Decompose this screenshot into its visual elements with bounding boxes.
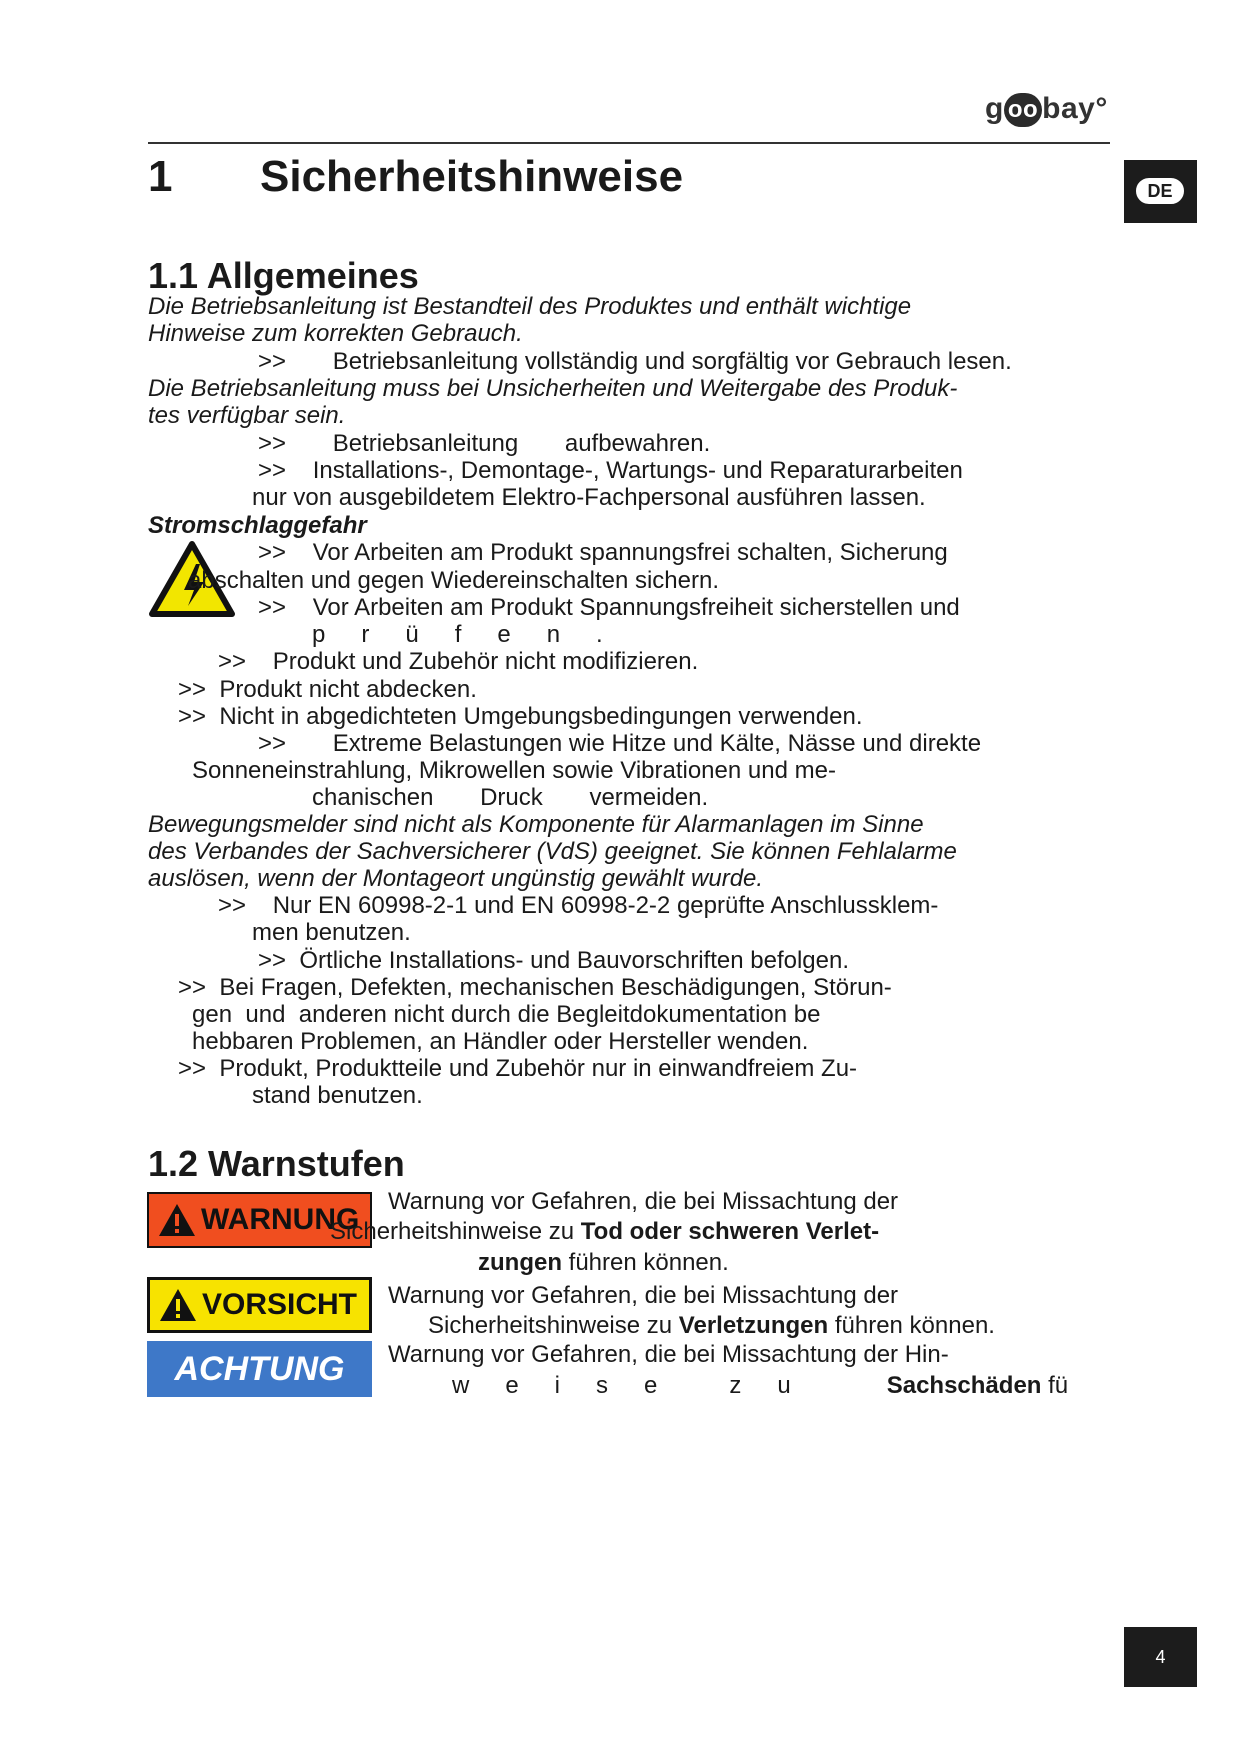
bullet-line: >> Installations-, Demontage-, Wartungs- und Reparaturarbeiten	[258, 457, 963, 484]
text-line: abschalten und gegen Wiedereinschalten sichern.	[188, 567, 720, 594]
bullet-line: >> Vor Arbeiten am Produkt spannungsfrei schalten, Sicherung	[258, 539, 948, 566]
text-line: gen und anderen nicht durch die Begleitdokumentation be	[192, 1001, 821, 1028]
badge-warnung: WARNUNG	[147, 1192, 372, 1248]
vorsicht-text-line1: Warnung vor Gefahren, die bei Missachtung der	[388, 1282, 899, 1309]
text-line: chanischen Druck vermeiden.	[312, 784, 709, 811]
bullet-line: >> Betriebsanleitung aufbewahren.	[258, 430, 711, 457]
text-line: des Verbandes der Sachversicherer (VdS) geeignet. Sie können Fehlalarme	[148, 838, 957, 865]
hazard-heading: Stromschlaggefahr	[148, 512, 367, 539]
warning-triangle-icon	[157, 1202, 197, 1238]
text-line: stand benutzen.	[252, 1082, 423, 1109]
warning-triangle-icon	[158, 1287, 198, 1323]
text-line: prüfen.	[312, 621, 639, 648]
chapter-title: 1 Sicherheitshinweise	[148, 152, 684, 201]
page-number: 4	[1124, 1627, 1197, 1687]
badge-achtung: ACHTUNG	[147, 1341, 372, 1397]
warnung-text-line3: zungen führen können.	[478, 1249, 729, 1276]
text-line: Sonneneinstrahlung, Mikrowellen sowie Vibrationen und me-	[192, 757, 836, 784]
goobay-logo: g oo bay°	[985, 92, 1108, 127]
text-line: Die Betriebsanleitung muss bei Unsicherheiten und Weitergabe des Produk-	[148, 375, 958, 402]
language-tab	[1124, 160, 1197, 223]
bullet-line: >> Örtliche Installations- und Bauvorschriften befolgen.	[258, 947, 849, 974]
bullet-line: >> Produkt, Produktteile und Zubehör nur in einwandfreiem Zu-	[178, 1055, 858, 1082]
warnung-text-line1: Warnung vor Gefahren, die bei Missachtung der	[388, 1188, 899, 1215]
text-line: Hinweise zum korrekten Gebrauch.	[148, 320, 523, 347]
warnung-text-line2: Sicherheitshinweise zu Tod oder schweren Verlet-	[330, 1218, 880, 1245]
bullet-line: >> Produkt und Zubehör nicht modifizieren.	[218, 648, 699, 675]
bullet-line: >> Betriebsanleitung vollständig und sorgfältig vor Gebrauch lesen.	[258, 348, 1012, 375]
bullet-line: >> Nicht in abgedichteten Umgebungsbedingungen verwenden.	[178, 703, 863, 730]
text-line: hebbaren Problemen, an Händler oder Hersteller wenden.	[192, 1028, 809, 1055]
vorsicht-text-line2: Sicherheitshinweise zu Verletzungen führen können.	[428, 1312, 995, 1339]
header-rule	[148, 142, 1110, 144]
text-line: auslösen, wenn der Montageort ungünstig gewählt wurde.	[148, 865, 764, 892]
achtung-text-line1: Warnung vor Gefahren, die bei Missachtung der Hin-	[388, 1341, 949, 1368]
badge-vorsicht: VORSICHT	[147, 1277, 372, 1333]
section-heading-warnstufen: 1.2 Warnstufen	[148, 1143, 405, 1184]
bullet-line: >> Nur EN 60998-2-1 und EN 60998-2-2 geprüfte Anschlussklem-	[218, 892, 939, 919]
bullet-line: >> Extreme Belastungen wie Hitze und Kälte, Nässe und direkte	[258, 730, 982, 757]
bullet-line: >> Produkt nicht abdecken.	[178, 676, 477, 703]
bullet-line: >> Vor Arbeiten am Produkt Spannungsfreiheit sicherstellen und	[258, 594, 960, 621]
text-line: men benutzen.	[252, 919, 411, 946]
text-line: Bewegungsmelder sind nicht als Komponente für Alarmanlagen im Sinne	[148, 811, 924, 838]
text-line: tes verfügbar sein.	[148, 402, 346, 429]
text-line: nur von ausgebildetem Elektro-Fachpersonal ausführen lassen.	[252, 484, 926, 511]
section-heading-allgemeines: 1.1 Allgemeines	[148, 255, 419, 296]
bullet-line: >> Bei Fragen, Defekten, mechanischen Beschädigungen, Störun-	[178, 974, 892, 1001]
language-tab-label: DE	[1136, 178, 1184, 204]
text-line: Die Betriebsanleitung ist Bestandteil des Produktes und enthält wichtige	[148, 293, 912, 320]
achtung-text-line2: weise zu Sachschäden fü	[452, 1372, 1069, 1399]
